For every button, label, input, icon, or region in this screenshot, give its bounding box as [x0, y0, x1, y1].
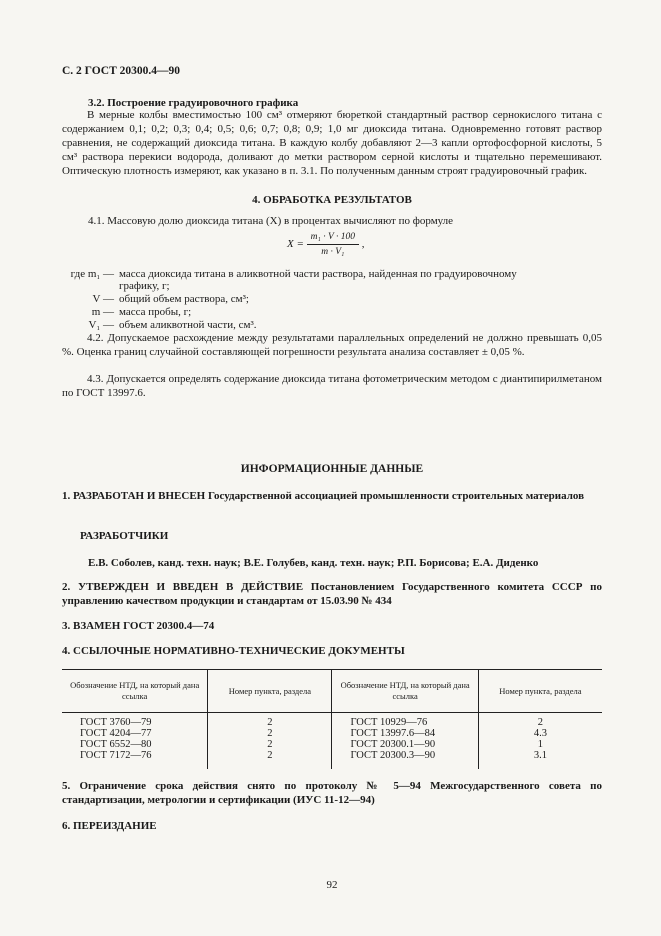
- table-cell: ГОСТ 4204—77: [80, 728, 152, 739]
- formula-denominator: m · V₁: [321, 247, 345, 257]
- definition-row: [62, 279, 602, 293]
- table-cell: ГОСТ 6552—80: [80, 739, 152, 750]
- table-cell: ГОСТ 20300.3—90: [332, 750, 478, 769]
- table-cell: ГОСТ 13997.6—84: [332, 728, 478, 739]
- table-cell: ГОСТ 10929—76: [332, 713, 478, 729]
- table-header-row: [62, 670, 602, 713]
- definition-row: [62, 318, 602, 332]
- definition-row: [62, 292, 602, 306]
- formula-numerator: m₁ · V · 100: [307, 231, 359, 245]
- definition-symbol: V —: [92, 293, 114, 305]
- reference-table: [62, 669, 602, 769]
- info-title: ИНФОРМАЦИОННЫЕ ДАННЫЕ: [240, 463, 424, 475]
- table-header-cell: Обозначение НТД, на который дана ссылка: [62, 670, 208, 713]
- page-number: 92: [326, 879, 338, 891]
- definition-text: графику, г;: [119, 280, 170, 292]
- table-header-cell: Номер пункта, раздела: [478, 670, 602, 713]
- developers-heading: РАЗРАБОТЧИКИ: [80, 530, 169, 542]
- info-item-2: 2. УТВЕРЖДЕН И ВВЕДЕН В ДЕЙСТВИЕ Постановлением Государственного комитета СССР по управлению качеством продукции и стандартам от 15.03.90 № 434: [62, 581, 602, 607]
- table-cell: 2: [208, 739, 332, 750]
- table-row: [62, 750, 602, 769]
- info-item-6: 6. ПЕРЕИЗДАНИЕ: [62, 820, 157, 832]
- paragraph-4-1: 4.1. Массовую долю диоксида титана (X) в процентах вычисляют по формуле: [88, 215, 454, 227]
- info-item-1: 1. РАЗРАБОТАН И ВНЕСЕН Государственной ассоциацией промышленности строительных материалов: [62, 490, 585, 502]
- formula-lhs: X =: [287, 238, 304, 251]
- table-cell: ГОСТ 3760—79: [80, 717, 152, 728]
- section-3-2-heading: 3.2. Построение градуировочного графика: [88, 97, 299, 109]
- section-3-2-text: В мерные колбы вместимостью 100 см³ отмеряют бюреткой стандартный раствор сернокислого титана с содержанием 0,1; 0,2; 0,3; 0,4; 0,5; 0,6; 0,7; 0,8; 0,9; 1,0 мг диоксида титана. Одновременно готовят раствор сравнения, не содержащий диоксида титана. В каждую колбу добавляют 2—3 капли ортофосфорной кислоты, 5 см³ раствора перекиси водорода, доливают до метки раствором серной кислоты и тщательно перемешивают. Оптическую плотность измеряют, как указано в п. 3.1. По полученным данным строят градуировочный график.: [62, 109, 602, 177]
- definition-symbol: V₁ —: [88, 319, 114, 331]
- definition-symbol: m —: [91, 306, 114, 318]
- table-cell: 4.3: [478, 728, 602, 739]
- table-row: [62, 739, 602, 750]
- table-row: [62, 728, 602, 739]
- definition-text: общий объем раствора, см³;: [119, 293, 249, 305]
- section-4-heading: 4. ОБРАБОТКА РЕЗУЛЬТАТОВ: [252, 194, 412, 206]
- table-cell: 2: [208, 713, 332, 729]
- definition-text: объем аликвотной части, см³.: [119, 319, 257, 331]
- table-cell: 3.1: [478, 750, 602, 769]
- definition-text: масса диоксида титана в аликвотной части раствора, найденная по градуировочному: [119, 268, 517, 280]
- table-cell: ГОСТ 20300.1—90: [332, 739, 478, 750]
- formula: [287, 231, 364, 258]
- table-cell: 2: [208, 750, 332, 769]
- info-item-4: 4. ССЫЛОЧНЫЕ НОРМАТИВНО-ТЕХНИЧЕСКИЕ ДОКУМЕНТЫ: [62, 645, 405, 657]
- paragraph-4-3: 4.3. Допускается определять содержание диоксида титана фотометрическим методом с диантипирилметаном по ГОСТ 13997.6.: [62, 373, 602, 399]
- formula-tail: ,: [361, 238, 365, 251]
- table-header-cell: Обозначение НТД, на который дана ссылка: [332, 670, 478, 713]
- info-item-5: 5. Ограничение срока действия снято по протоколу № 5—94 Межгосударственного совета по стандартизации, метрологии и сертификации (ИУС 11-12—94): [62, 780, 602, 806]
- page-header: С. 2 ГОСТ 20300.4—90: [62, 65, 181, 77]
- table-cell: 2: [478, 713, 602, 729]
- table-cell: ГОСТ 7172—76: [80, 750, 152, 761]
- definition-text: масса пробы, г;: [119, 306, 192, 318]
- table-header-cell: Номер пункта, раздела: [208, 670, 332, 713]
- definition-row: [62, 305, 602, 319]
- table-row: [62, 713, 602, 729]
- info-item-3: 3. ВЗАМЕН ГОСТ 20300.4—74: [62, 620, 215, 632]
- definition-symbol: где m₁ —: [70, 268, 114, 280]
- formula-fraction: [307, 231, 359, 258]
- table-cell: 1: [478, 739, 602, 750]
- paragraph-4-2: 4.2. Допускаемое расхождение между результатами параллельных определений не должно превышать 0,05 %. Оценка границ случайной составляющей погрешности результата анализа составляет ± 0,05 %.: [62, 332, 602, 358]
- table-cell: 2: [208, 728, 332, 739]
- developers-list: Е.В. Соболев, канд. техн. наук; В.Е. Голубев, канд. техн. наук; Р.П. Борисова; Е.А. Диденко: [88, 557, 539, 569]
